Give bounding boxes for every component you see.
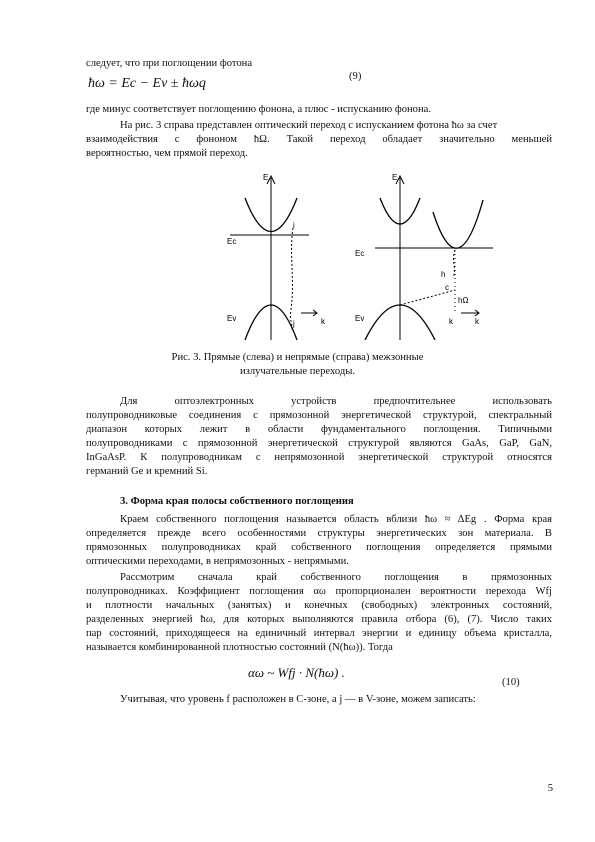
left-label-Ev: Ev [227,314,237,323]
right-label-hOmega: hΩ [458,296,469,305]
opto-line-4: полупроводниками с прямозонной энергетической структурой являются GaAs, GaP, GaN, [86,438,552,449]
right-conduction-band [433,200,483,248]
equation-10-number: (10) [502,677,520,688]
direct-transition-diagram [230,176,317,340]
left-label-k: k [321,317,325,326]
left-label-i: i [293,221,295,230]
right-label-k2: k [475,317,479,326]
final-line: Учитывая, что уровень f расположен в C-зоне, а j — в V-зоне, можем записать: [120,694,476,705]
fig-ref-line-2: взаимодействия с фононом ħΩ. Такой переход обладает значительно меньшей [86,134,552,145]
consider-line-2: полупроводниках. Коэффициент поглощения αω пропорционален вероятности перехода Wfj [86,586,552,597]
equation-10: αω ~ Wfj · N(ħω) . [248,665,345,680]
edge-line-1: Краем собственного поглощения называется область вблизи ħω ≈ ΔEg . Форма края [120,514,552,525]
consider-line-1: Рассмотрим сначала край собственного поглощения в прямозонных [120,572,552,583]
left-label-Ec: Ec [227,237,237,246]
opto-line-3: диапазон которых лежит в области фундаментального поглощения. Типичными [86,424,552,435]
left-label-j: j [293,319,295,328]
page-number: 5 [547,783,553,794]
consider-line-6: называется комбинированной плотностью состояний (N(ħω)). Тогда [86,642,393,653]
indirect-transition-diagram [365,176,493,340]
band-diagram-figure [205,170,493,340]
minus-note: где минус соответствует поглощению фонона, а плюс - испусканию фонона. [86,104,431,115]
figure-caption-line-1: Рис. 3. Прямые (слева) и непрямые (справа) межзонные [171,352,424,363]
fig-ref-line-1: На рис. 3 справа представлен оптический переход с испусканием фотона ħω за счет [120,120,498,131]
left-label-E: E [263,173,269,182]
opto-line-5: InGaAsP. К полупроводникам с непрямозонной энергетической структурой относятся [86,452,552,463]
opto-line-6: германий Ge и кремний Si. [86,466,208,477]
opto-line-2: полупроводниковые соединения с прямозонной энергетической структурой, спектральный [86,410,552,421]
intro-text: следует, что при поглощении фотона [86,58,253,69]
edge-line-2: определяется прежде всего особенностями структуры энергетических зон материала. В [86,528,552,539]
right-label-h: h [441,270,446,279]
consider-line-5: пар состояний, приходящееся на единичный интервал энергии и единицу объема кристалла, [86,628,552,639]
figure-caption-line-2: излучательные переходы. [239,366,356,377]
fig-ref-line-3: вероятностью, чем прямой переход. [86,148,248,159]
consider-line-3: и плотности начальных (занятых) и конечных (свободных) электронных состояний, [86,600,552,611]
band-diagram [205,170,493,340]
consider-line-4: разделенных энергией ħω, для которых выполняются правила отбора (6), (7). Число таких [86,614,552,625]
equation-9: ħω = Ec − Ev ± ħωq [88,76,206,91]
opto-line-1: Для оптоэлектронных устройств предпочтительнее использовать [120,396,552,407]
equation-9-number: (9) [349,71,362,82]
left-transition-path [290,228,293,330]
section-title: 3. Форма края полосы собственного поглощения [120,496,354,507]
right-phonon-path [400,290,455,305]
edge-line-4: оптическими переходами, в непрямозонных - непрямыми. [86,556,349,567]
right-label-E: E [392,173,398,182]
right-label-k1: k [449,317,453,326]
right-label-Ev: Ev [355,314,365,323]
edge-line-3: прямозонных полупроводниках край собственного поглощения определяется прямыми [86,542,552,553]
right-label-Ec: Ec [355,249,365,258]
right-label-c: c [445,283,449,292]
